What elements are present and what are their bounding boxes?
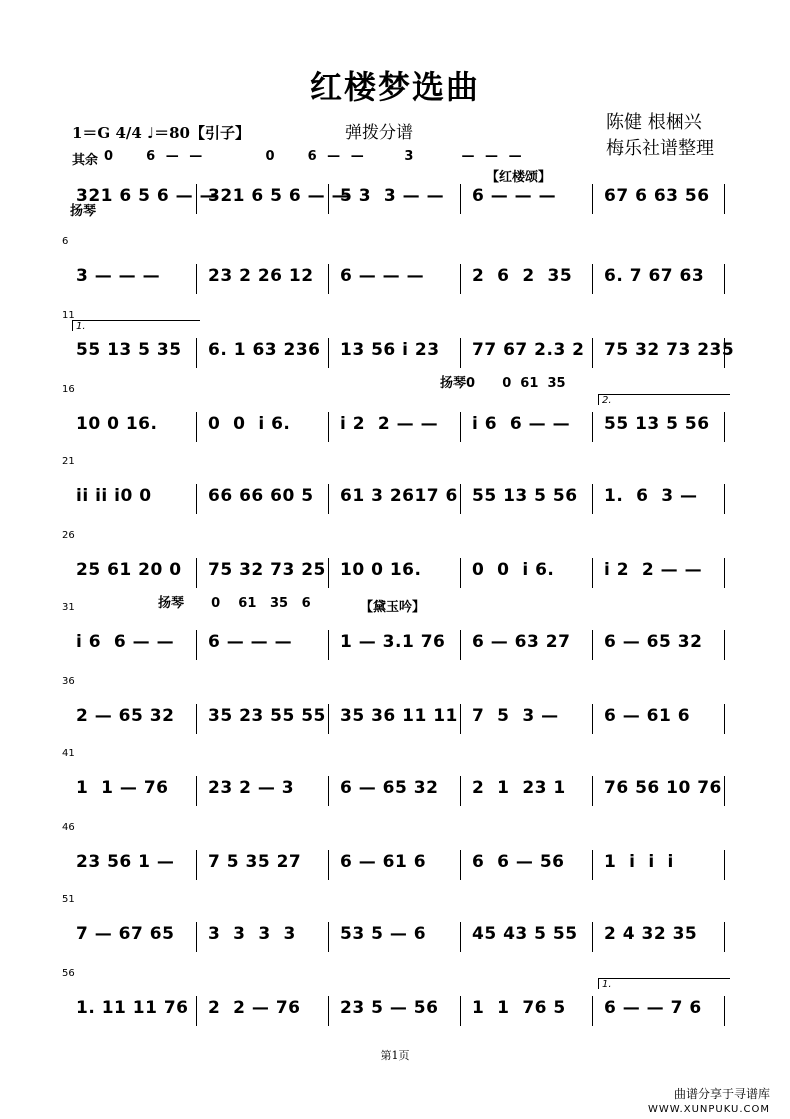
measure-number: 11: [62, 310, 75, 321]
measure: 13 56 i 23: [340, 340, 440, 360]
bar-line: [592, 184, 593, 214]
brand-line-2: WWW.XUNPUKU.COM: [648, 1104, 770, 1115]
measure-number: 46: [62, 822, 75, 833]
measure: 1. 11 11 76: [76, 998, 189, 1018]
subtitle: 弹拨分谱: [345, 123, 413, 143]
bar-line: [724, 630, 725, 660]
measure: 2 1 23 1: [472, 778, 566, 798]
bar-line: [460, 630, 461, 660]
bar-line: [460, 184, 461, 214]
measure: 2 — 65 32: [76, 706, 175, 726]
brand-watermark: [648, 1087, 770, 1117]
measure: 0 0 i 6.: [472, 560, 555, 580]
measure: ii ii i0 0: [76, 486, 152, 506]
measure: 55 13 5 56: [472, 486, 578, 506]
measure: 2 4 32 35: [604, 924, 698, 944]
measure-number: 31: [62, 602, 75, 613]
bar-line: [724, 484, 725, 514]
bar-line: [724, 996, 725, 1026]
bar-line: [724, 850, 725, 880]
bar-line: [724, 264, 725, 294]
bar-line: [592, 412, 593, 442]
section-label-daiyuyin: 【黛玉吟】: [360, 600, 426, 615]
measure: 76 56 10 76: [604, 778, 722, 798]
bar-line: [196, 264, 197, 294]
measure: 6 — 65 32: [340, 778, 439, 798]
yangqin-interlude-16: 扬琴0 0 61 35: [440, 376, 566, 391]
bar-line: [328, 184, 329, 214]
bar-line: [196, 630, 197, 660]
bar-line: [460, 996, 461, 1026]
measure: 10 0 16.: [340, 560, 422, 580]
bar-line: [196, 484, 197, 514]
measure: 6 — — 7 6: [604, 998, 702, 1018]
measure: 6 — — —: [472, 186, 557, 206]
measure: 1 1 76 5: [472, 998, 566, 1018]
measure-number: 16: [62, 384, 75, 395]
bar-line: [724, 776, 725, 806]
measure: 7 5 35 27: [208, 852, 302, 872]
bar-line: [460, 338, 461, 368]
bar-line: [196, 558, 197, 588]
measure: 321 6 5 6 — —: [76, 186, 218, 206]
bar-line: [328, 776, 329, 806]
measure: 2 2 — 76: [208, 998, 301, 1018]
measure-number: 21: [62, 456, 75, 467]
bar-line: [196, 850, 197, 880]
measure: 1. 6 3 —: [604, 486, 698, 506]
bar-line: [196, 922, 197, 952]
measure: 23 56 1 —: [76, 852, 175, 872]
bar-line: [460, 484, 461, 514]
volta-bracket: 1.: [72, 320, 200, 331]
qiyu-notes: 0 6 — — 0 6 — — 3 — — —: [104, 149, 525, 164]
measure: i 2 2 — —: [604, 560, 703, 580]
bar-line: [724, 704, 725, 734]
measure: 67 6 63 56: [604, 186, 710, 206]
measure: 23 2 26 12: [208, 266, 314, 286]
measure: 0 0 i 6.: [208, 414, 291, 434]
measure: 1 1 — 76: [76, 778, 169, 798]
measure: 75 32 73 25: [208, 560, 326, 580]
bar-line: [328, 484, 329, 514]
measure: 6. 1 63 236: [208, 340, 321, 360]
brand-line-1: 曲谱分享于寻谱库: [673, 1087, 770, 1101]
key-tempo: 1＝G 4/4 ♩＝80【引子】: [72, 124, 250, 142]
measure: 5 3 3 — —: [340, 186, 445, 206]
measure: 66 66 60 5: [208, 486, 314, 506]
bar-line: [592, 558, 593, 588]
bar-line: [328, 704, 329, 734]
measure: 45 43 5 55: [472, 924, 578, 944]
measure: 321 6 5 6 — —: [208, 186, 350, 206]
measure: 6 6 — 56: [472, 852, 565, 872]
bar-line: [196, 184, 197, 214]
bar-line: [460, 922, 461, 952]
bar-line: [328, 264, 329, 294]
yangqin-label: 扬琴: [70, 204, 97, 219]
bar-line: [460, 704, 461, 734]
section-label-honglousong: 【红楼颂】: [486, 170, 552, 185]
bar-line: [196, 338, 197, 368]
credit-line-1: 陈健 根梱兴: [606, 112, 702, 133]
bar-line: [592, 850, 593, 880]
bar-line: [196, 776, 197, 806]
qiyu-label: 其余: [72, 153, 99, 168]
measure: 6 — — —: [340, 266, 425, 286]
measure-number: 41: [62, 748, 75, 759]
bar-line: [196, 996, 197, 1026]
credit-line-2: 梅乐社谱整理: [606, 138, 714, 159]
measure: 3 3 3 3: [208, 924, 296, 944]
measure-number: 56: [62, 968, 75, 979]
measure: 7 — 67 65: [76, 924, 175, 944]
bar-line: [328, 412, 329, 442]
bar-line: [592, 338, 593, 368]
measure: 23 2 — 3: [208, 778, 295, 798]
measure: 6. 7 67 63: [604, 266, 705, 286]
measure: 7 5 3 —: [472, 706, 559, 726]
measure: 6 — 63 27: [472, 632, 571, 652]
measure: 3 — — —: [76, 266, 161, 286]
bar-line: [460, 412, 461, 442]
bar-line: [328, 850, 329, 880]
bar-line: [724, 338, 725, 368]
score-title: 红楼梦选曲: [309, 68, 480, 106]
bar-line: [592, 484, 593, 514]
measure: i 6 6 — —: [76, 632, 175, 652]
measure: 35 23 55 55: [208, 706, 326, 726]
bar-line: [460, 776, 461, 806]
volta-bracket: 1.: [598, 978, 730, 989]
bar-line: [592, 704, 593, 734]
yangqin-interlude-31: 扬琴 0 61 35 6: [158, 596, 311, 611]
measure: 6 — 61 6: [604, 706, 691, 726]
bar-line: [328, 630, 329, 660]
bar-line: [592, 264, 593, 294]
measure-number: 51: [62, 894, 75, 905]
bar-line: [724, 184, 725, 214]
measure: 25 61 20 0: [76, 560, 182, 580]
bar-line: [196, 412, 197, 442]
measure: 35 36 11 11: [340, 706, 458, 726]
measure: 6 — 61 6: [340, 852, 427, 872]
measure-number: 6: [62, 236, 69, 247]
page-number: 第1页: [380, 1049, 410, 1062]
bar-line: [328, 338, 329, 368]
measure: 1 i i i: [604, 852, 674, 872]
measure: 61 3 2617 6: [340, 486, 458, 506]
measure: 75 32 73 235: [604, 340, 735, 360]
measure: 2 6 2 35: [472, 266, 573, 286]
bar-line: [724, 558, 725, 588]
measure: 6 — 65 32: [604, 632, 703, 652]
bar-line: [592, 996, 593, 1026]
measure-number: 36: [62, 676, 75, 687]
measure: 77 67 2.3 2: [472, 340, 585, 360]
bar-line: [724, 922, 725, 952]
bar-line: [460, 850, 461, 880]
measure: i 2 2 — —: [340, 414, 439, 434]
volta-bracket: 2.: [598, 394, 730, 405]
measure-number: 26: [62, 530, 75, 541]
measure: 10 0 16.: [76, 414, 158, 434]
bar-line: [196, 704, 197, 734]
measure: 55 13 5 56: [604, 414, 710, 434]
measure: 23 5 — 56: [340, 998, 439, 1018]
bar-line: [592, 630, 593, 660]
measure: 6 — — —: [208, 632, 293, 652]
measure: 55 13 5 35: [76, 340, 182, 360]
bar-line: [328, 996, 329, 1026]
measure: 1 — 3.1 76: [340, 632, 446, 652]
bar-line: [328, 922, 329, 952]
measure: i 6 6 — —: [472, 414, 571, 434]
bar-line: [460, 264, 461, 294]
bar-line: [592, 776, 593, 806]
bar-line: [592, 922, 593, 952]
measure: 53 5 — 6: [340, 924, 427, 944]
bar-line: [724, 412, 725, 442]
bar-line: [460, 558, 461, 588]
bar-line: [328, 558, 329, 588]
